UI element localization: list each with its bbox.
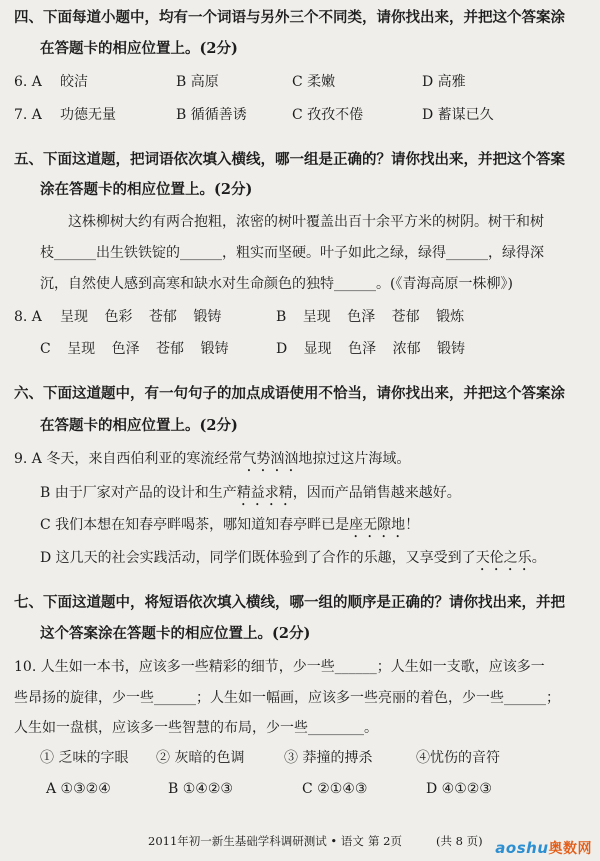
q9a-text-post: 地掠过这片海域。 <box>298 451 411 467</box>
q10-line2: 些昂扬的旋律，少一些______；人生如一幅画，应该多一些亮丽的着色，少一些______； <box>14 690 560 706</box>
phrase-2: ② 灰暗的色调 <box>156 750 245 766</box>
q6-number: 6. A <box>14 74 42 90</box>
footer-exam-title: 2011年初一新生基础学科调研测试 • 语文 <box>148 834 364 848</box>
section-7-title-line1: 七、下面这道题中，将短语依次填入横线，哪一组的顺序是正确的？请你找出来，并把 <box>14 594 565 611</box>
phrase-3: ③ 莽撞的搏杀 <box>284 750 373 766</box>
passage-line1: 这株柳树大约有两合抱粗，浓密的树叶覆盖出百十余平方米的树阴。树干和树 <box>68 214 544 230</box>
q7-number: 7. A <box>14 107 42 123</box>
section-4-title-line1: 四、下面每道小题中，均有一个词语与另外三个不同类，请你找出来，并把这个答案涂 <box>14 9 565 26</box>
q9-option-c <box>40 516 419 541</box>
q8-option-d: D 显现 色泽 浓郁 锻铸 <box>276 341 466 357</box>
q6-option-a: 皎洁 <box>60 74 88 90</box>
q9d-text-post: 。 <box>531 550 546 566</box>
q6-option-c: C 柔嫩 <box>292 74 336 90</box>
aoshu-watermark-logo <box>495 838 592 858</box>
q9c-text-post: ！ <box>405 517 420 533</box>
q7-option-d: D 蓄谋已久 <box>422 107 494 123</box>
q10-answer-d: D ④①②③ <box>426 781 492 797</box>
q8-number: 8. A <box>14 309 42 325</box>
q6-option-b: B 高原 <box>176 74 219 90</box>
q9d-dotted-idiom: 天伦之乐 <box>475 550 532 566</box>
q10-answer-b: B ①④②③ <box>168 781 233 797</box>
q10-answer-a: A ①③②④ <box>46 781 111 797</box>
section-6-title-line2: 在答题卡的相应位置上。(2分) <box>40 417 238 434</box>
q9c-text-pre: C 我们本想在知春亭畔喝茶，哪知道知春亭畔已是 <box>40 517 350 533</box>
q10-line3: 人生如一盘棋，应该多一些智慧的布局，少一些________。 <box>14 720 378 736</box>
section-5-title-line2: 涂在答题卡的相应位置上。(2分) <box>40 181 253 198</box>
section-5-title-line1: 五、下面这道题，把词语依次填入横线，哪一组是正确的？请你找出来，并把这个答案 <box>14 151 565 168</box>
q8-option-a: 呈现 色彩 苍郁 锻铸 <box>60 309 222 325</box>
q10-answer-c: C ②①④③ <box>302 781 368 797</box>
section-4-title-line2: 在答题卡的相应位置上。(2分) <box>40 40 238 57</box>
q10-line1: 10. 人生如一本书，应该多一些精彩的细节，少一些______；人生如一支歌，应该多一 <box>14 659 545 675</box>
q7-option-a: 功德无量 <box>60 107 116 123</box>
q7-option-b: B 循循善诱 <box>176 107 247 123</box>
q9b-text-pre: B 由于厂家对产品的设计和生产 <box>40 485 237 501</box>
q9c-dotted-idiom: 座无隙地 <box>349 517 406 533</box>
section-7-title-line2: 这个答案涂在答题卡的相应位置上。(2分) <box>40 625 311 642</box>
q8-option-b: B 呈现 色泽 苍郁 锻炼 <box>276 309 465 325</box>
q9b-dotted-idiom: 精益求精 <box>236 485 293 501</box>
passage-line3: 沉，自然使人感到高寒和缺水对生命颜色的独特______。(《青海高原一株柳》) <box>40 276 513 292</box>
q9a-dotted-idiom: 气势汹汹 <box>242 451 299 467</box>
q9b-text-post: ，因而产品销售越来越好。 <box>292 485 461 501</box>
q6-option-d: D 高雅 <box>422 74 466 90</box>
q9d-text-pre: D 这几天的社会实践活动，同学们既体验到了合作的乐趣，又享受到了 <box>40 550 476 566</box>
phrase-1: ① 乏味的字眼 <box>40 750 129 766</box>
phrase-4: ④忧伤的音符 <box>416 750 500 766</box>
footer-page-total: (共 8 页) <box>436 834 483 848</box>
watermark-cn-text: 奥数网 <box>548 841 592 857</box>
q8-option-c: C 呈现 色泽 苍郁 锻铸 <box>40 341 229 357</box>
passage-line2: 枝______出生铁铁锭的______，粗实而坚硬。叶子如此之绿，绿得______，绿得深 <box>40 245 544 261</box>
watermark-logo-text: aoshu <box>495 839 549 857</box>
q9-option-a <box>14 450 410 475</box>
q9-option-b <box>40 484 461 509</box>
q9-option-d <box>40 549 546 574</box>
footer-page-number: 第 2页 <box>368 834 402 848</box>
q9a-text-pre: 9. A 冬天，来自西伯利亚的寒流经常 <box>14 451 243 467</box>
q7-option-c: C 孜孜不倦 <box>292 107 364 123</box>
section-6-title-line1: 六、下面这道题中，有一句句子的加点成语使用不恰当，请你找出来，并把这个答案涂 <box>14 385 565 402</box>
